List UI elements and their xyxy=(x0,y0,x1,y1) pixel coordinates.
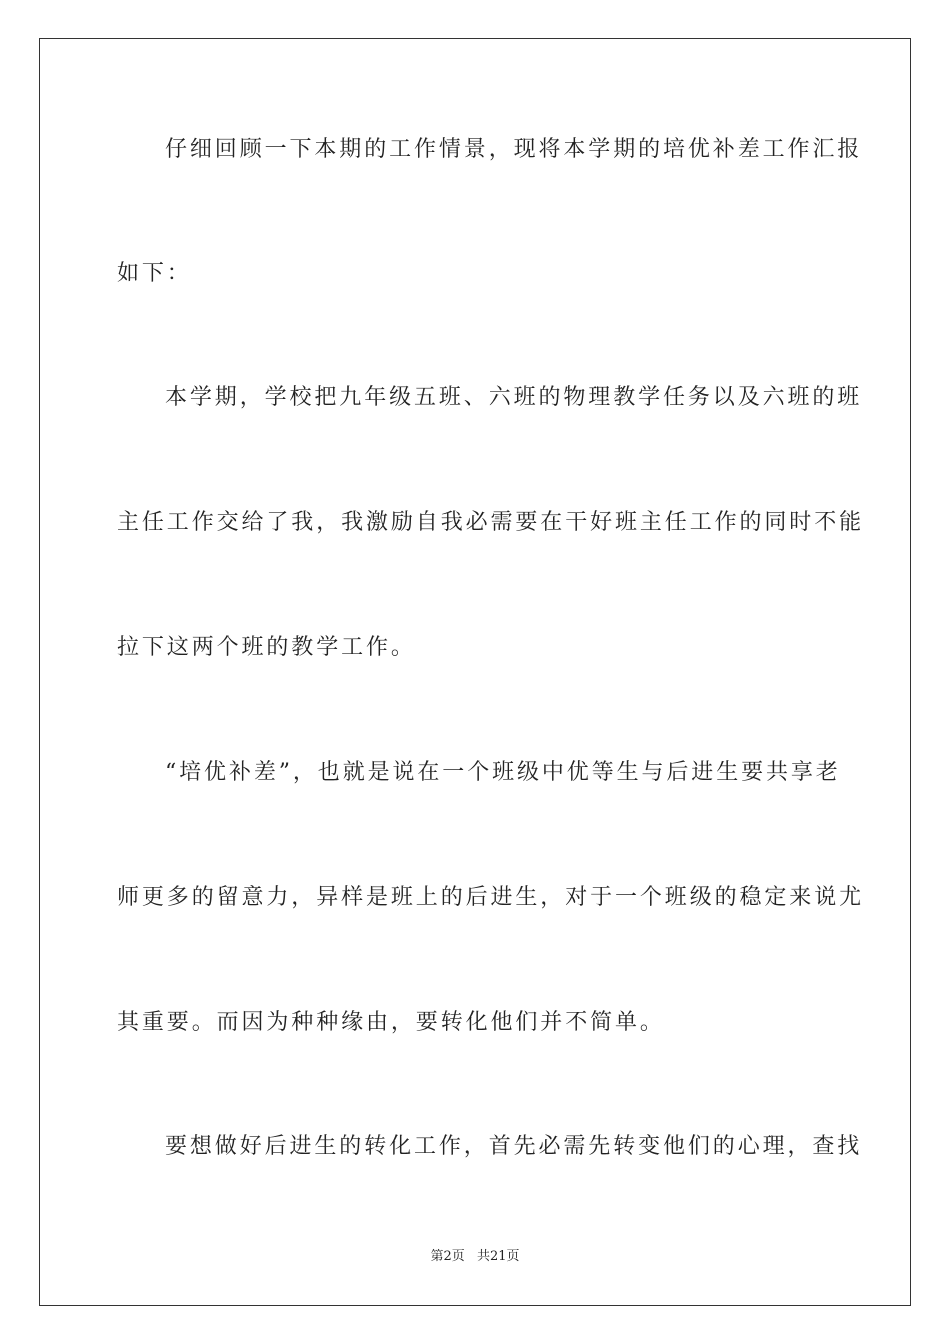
paragraph-line: 其重要。而因为种种缘由，要转化他们并不简单。 xyxy=(117,1010,665,1035)
paragraph-line: 拉下这两个班的教学工作。 xyxy=(117,635,416,660)
page-number: 第2页 xyxy=(430,1249,465,1264)
paragraph-line: 如下： xyxy=(117,261,192,286)
paragraph-line: 师更多的留意力，异样是班上的后进生，对于一个班级的稳定来说尤 xyxy=(117,885,865,910)
paragraph-line: “培优补差”，也就是说在一个班级中优等生与后进生要共享老 xyxy=(165,760,841,785)
paragraph-line: 要想做好后进生的转化工作，首先必需先转变他们的心理，查找 xyxy=(165,1134,863,1159)
paragraph-line: 本学期，学校把九年级五班、六班的物理教学任务以及六班的班 xyxy=(165,385,863,410)
page-total: 共21页 xyxy=(476,1249,520,1264)
page-border xyxy=(39,38,911,1306)
paragraph-line: 主任工作交给了我，我激励自我必需要在干好班主任工作的同时不能 xyxy=(117,510,865,535)
page-footer xyxy=(0,1245,950,1264)
paragraph-line: 仔细回顾一下本期的工作情景，现将本学期的培优补差工作汇报 xyxy=(165,137,863,162)
